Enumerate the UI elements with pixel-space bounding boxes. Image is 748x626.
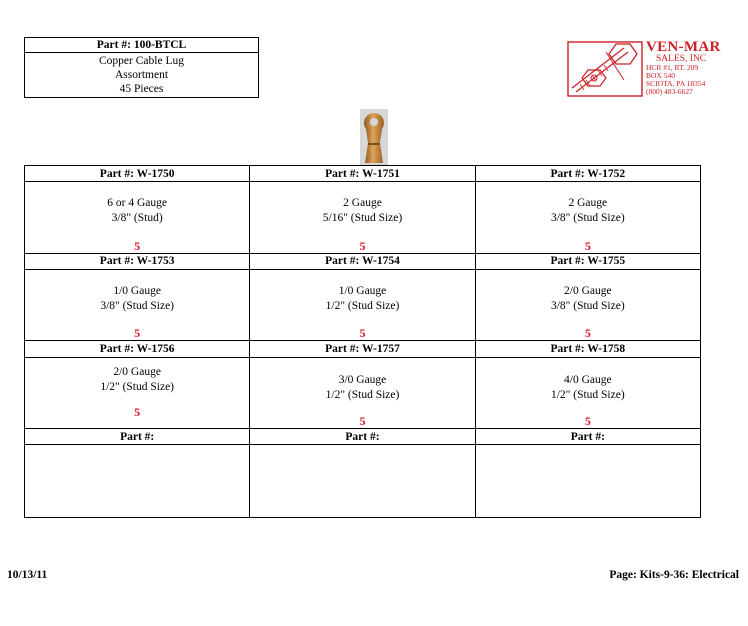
part-detail-cell: [25, 269, 250, 341]
quantity-value: 5: [584, 238, 591, 253]
gauge-text: 2/0 Gauge: [564, 284, 612, 297]
part-detail-cell: [250, 182, 475, 254]
kit-header-box: [24, 37, 259, 98]
part-number-cell: Part #:: [250, 429, 475, 445]
quantity-value: 5: [134, 405, 141, 420]
gauge-text: 2/0 Gauge: [113, 365, 161, 378]
quantity-value: 5: [359, 326, 366, 341]
part-number-cell: Part #: W-1750: [25, 166, 250, 182]
stud-size-text: 1/2" (Stud Size): [325, 299, 400, 312]
gauge-text: 1/0 Gauge: [113, 284, 161, 297]
part-number-cell: Part #:: [475, 429, 700, 445]
logo-address-line: (800) 483-6627: [646, 87, 693, 96]
gauge-text: 4/0 Gauge: [564, 373, 612, 386]
part-number-cell: Part #: W-1753: [25, 253, 250, 269]
part-number-cell: Part #: W-1752: [475, 166, 700, 182]
quantity-value: 5: [359, 414, 366, 429]
footer-page-label: Page: Kits-9-36: Electrical: [609, 569, 739, 581]
quantity-value: 5: [584, 414, 591, 429]
stud-size-text: 3/8" (Stud Size): [550, 299, 625, 312]
part-detail-cell: [25, 182, 250, 254]
quantity-value: 5: [134, 326, 141, 341]
part-detail-cell: [475, 269, 700, 341]
logo-company-sub: SALES, INC: [656, 54, 707, 64]
company-logo: [566, 40, 746, 98]
quantity-value: 5: [134, 238, 141, 253]
part-detail-cell: [475, 357, 700, 429]
kit-description-line-2: Assortment: [114, 69, 169, 81]
stud-size-text: 3/8" (Stud Size): [550, 212, 625, 225]
gauge-text: 6 or 4 Gauge: [107, 197, 168, 210]
logo-address-line: HCR #1, RT. 209: [646, 63, 699, 72]
kit-part-number: Part #: 100-BTCL: [25, 38, 258, 53]
part-number-cell: Part #: W-1755: [475, 253, 700, 269]
stud-size-text: 1/2" (Stud Size): [550, 388, 625, 401]
stud-size-text: 5/16" (Stud Size): [322, 212, 403, 225]
part-number-cell: Part #:: [25, 429, 250, 445]
logo-company-name: VEN-MAR: [646, 39, 721, 55]
logo-address-line: BOX 540: [646, 71, 675, 80]
bolt-nut-logo-icon: [566, 40, 644, 98]
stud-size-text: 3/8" (Stud Size): [100, 299, 175, 312]
kit-description-line-3: 45 Pieces: [119, 83, 164, 95]
gauge-text: 2 Gauge: [343, 197, 382, 210]
kit-description-line-1: Copper Cable Lug: [99, 55, 184, 67]
footer-date: 10/13/11: [7, 569, 48, 581]
gauge-text: 2 Gauge: [568, 197, 608, 210]
empty-part-cell: [250, 445, 475, 518]
stud-size-text: 1/2" (Stud Size): [325, 388, 400, 401]
logo-text-block: [646, 40, 746, 96]
part-detail-cell: [475, 182, 700, 254]
empty-part-cell: [25, 445, 250, 518]
gauge-text: 3/0 Gauge: [338, 373, 387, 386]
parts-grid: [24, 165, 701, 518]
part-detail-cell: [250, 357, 475, 429]
part-number-cell: Part #: W-1751: [250, 166, 475, 182]
part-number-cell: Part #: W-1754: [250, 253, 475, 269]
part-number-cell: Part #: W-1756: [25, 341, 250, 357]
gauge-text: 1/0 Gauge: [338, 284, 387, 297]
quantity-value: 5: [584, 326, 591, 341]
part-detail-cell: [250, 269, 475, 341]
copper-ring-lug-icon: [360, 109, 388, 165]
stud-size-text: 1/2" (Stud Size): [100, 380, 175, 393]
part-number-cell: Part #: W-1757: [250, 341, 475, 357]
copper-lug-photo: [360, 109, 388, 165]
part-detail-cell: [25, 357, 250, 429]
part-number-cell: Part #: W-1758: [475, 341, 700, 357]
logo-address-line: SCIOTA, PA 18354: [646, 79, 706, 88]
empty-part-cell: [475, 445, 700, 518]
quantity-value: 5: [359, 238, 366, 253]
stud-size-text: 3/8" (Stud): [111, 212, 163, 225]
